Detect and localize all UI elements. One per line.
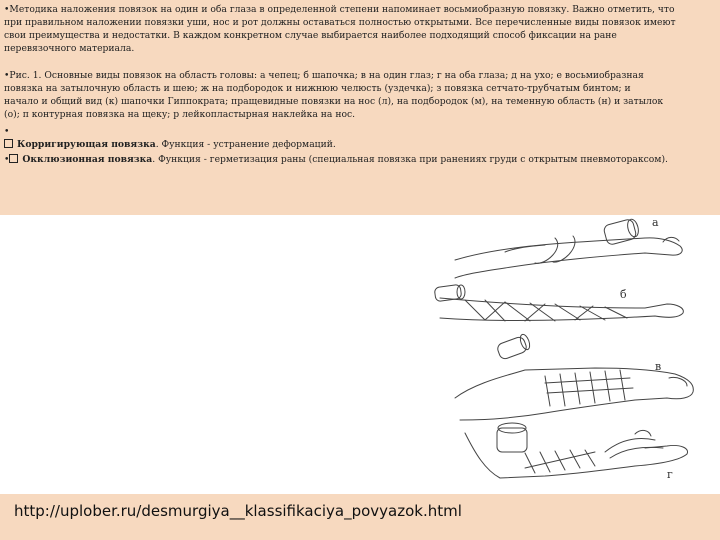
figure-label-d: г: [667, 468, 673, 481]
text-line: свои преимущества и недостатки. В каждом конкретном случае выбирается наиболее подходящий способ фиксации на ране: [4, 29, 617, 41]
text-line: при правильном наложении повязки уши, нос и рот должны оставаться полностью открытыми. Все перечисленные виды повязок имеют: [4, 16, 676, 28]
description-corrective: . Функция - устранение деформаций.: [155, 139, 336, 150]
text-line: •Рис. 1. Основные виды повязок на область головы: а чепец; б шапочка; в на один глаз; г на оба глаза; д на ухо; е восьмиобразная: [4, 70, 644, 81]
item-occlusive-bandage: [4, 154, 704, 167]
figure-label-a: а: [652, 216, 659, 229]
figure-c-hand: [455, 333, 693, 420]
figure-a-arm: [455, 218, 682, 278]
item-corrective-bandage: [4, 139, 704, 152]
term-occlusive: Окклюзионная повязка: [22, 154, 153, 165]
figure-label-b: б: [620, 288, 627, 301]
figure-d-hand: [465, 423, 688, 478]
text-line: перевязочного материала.: [4, 42, 135, 54]
source-link[interactable]: http://uplober.ru/desmurgiya__klassifikaciya_povyazok.html: [14, 502, 462, 520]
text-line: (о); п контурная повязка на щеку; р лейкопластырная наклейка на нос.: [4, 108, 356, 120]
description-occlusive: . Функция - герметизация раны (специальная повязка при ранениях груди с открытым пневмотораксом).: [152, 154, 668, 165]
checkbox-icon: [9, 154, 18, 163]
text-line: начало и общий вид (к) шапочки Гиппократа; пращевидные повязки на нос (л), на подбородок (м), на теменную область (н) и затылок: [4, 95, 664, 107]
bandage-illustration: [405, 208, 705, 498]
empty-bullet: [4, 126, 704, 139]
paragraph-bandage-eyes: [4, 4, 704, 56]
bullet-glyph: •: [4, 154, 10, 165]
figure-label-c: в: [655, 360, 662, 373]
checkbox-icon: [4, 139, 13, 148]
text-line: повязка на затылочную область и шею; ж на подбородок и нижнюю челюсть (уздечка); з повязка сетчато-трубчатым бинтом; и: [4, 82, 631, 94]
text-line: •Методика наложения повязок на один и оба глаза в определенной степени напоминает восьмиобразную повязку. Важно отметить, что: [4, 4, 675, 15]
bullet-glyph: •: [4, 126, 10, 137]
figure-b-arm: [434, 284, 683, 321]
paragraph-figure-caption: [4, 70, 704, 122]
term-corrective: Корригирующая повязка: [17, 139, 156, 150]
